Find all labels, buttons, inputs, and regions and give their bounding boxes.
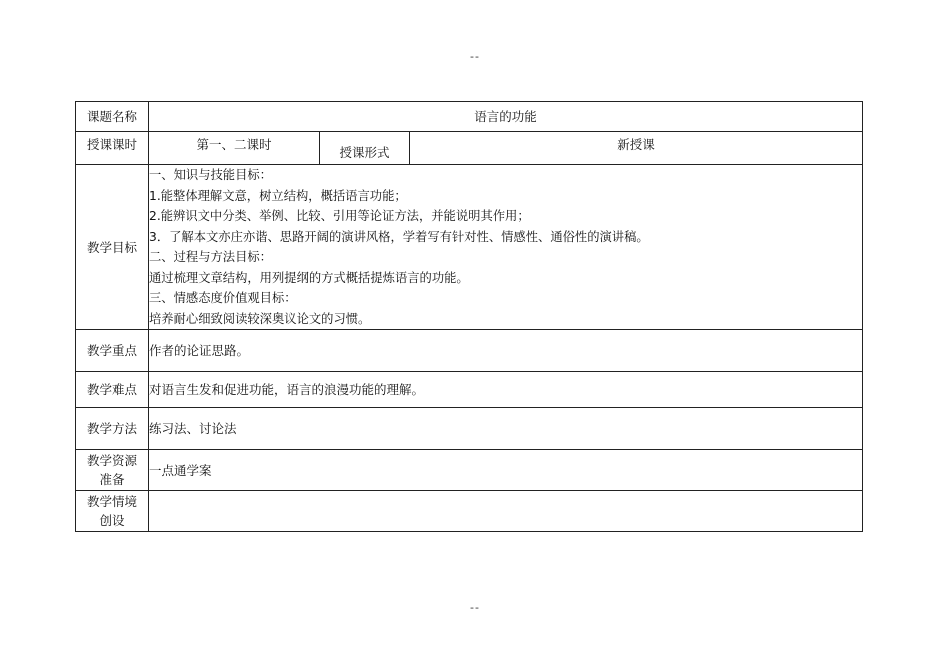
- lesson-title: 语言的功能: [149, 102, 863, 132]
- goals-content: [149, 165, 863, 330]
- form-value: 新授课: [410, 132, 863, 165]
- form-label: 授课形式: [320, 132, 410, 165]
- context-value: [149, 491, 863, 532]
- goal-line: 2.能辨识文中分类、举例、比较、引用等论证方法，并能说明其作用；: [149, 209, 530, 223]
- hours-label: 授课课时: [76, 132, 149, 165]
- goal-line: 1.能整体理解文意，树立结构，概括语言功能；: [149, 188, 407, 203]
- resource-value: 一点通学案: [149, 450, 863, 491]
- page-marker-bottom: --: [470, 601, 480, 614]
- row-method: [76, 408, 863, 450]
- goals-label: 教学目标: [76, 165, 149, 330]
- method-value: 练习法、讨论法: [149, 408, 863, 450]
- row-context: [76, 491, 863, 532]
- key-point-label: 教学重点: [76, 330, 149, 372]
- difficulty-label: 教学难点: [76, 372, 149, 408]
- context-label-line: 教学情境: [86, 494, 137, 509]
- goal-line: 二、过程与方法目标：: [149, 250, 272, 264]
- page-marker-top: --: [470, 50, 480, 63]
- goal-line: 一、知识与技能目标：: [149, 168, 272, 182]
- goal-line: 通过梳理文章结构，用列提纲的方式概括提炼语言的功能。: [149, 270, 469, 285]
- key-point-value: 作者的论证思路。: [149, 330, 863, 372]
- method-label: 教学方法: [76, 408, 149, 450]
- goal-line: 培养耐心细致阅读较深奥议论文的习惯。: [149, 311, 371, 326]
- hours-value: 第一、二课时: [149, 132, 320, 165]
- resource-label-line: 准备: [99, 472, 125, 487]
- context-label-line: 创设: [99, 513, 125, 528]
- title-label: 课题名称: [76, 102, 149, 132]
- goal-line: 3．了解本文亦庄亦谐、思路开阔的演讲风格，学着写有针对性、情感性、通俗性的演讲稿。: [149, 229, 649, 244]
- row-title: [76, 102, 863, 132]
- row-resource: [76, 450, 863, 491]
- lesson-plan-table: [75, 101, 863, 532]
- context-label: [76, 491, 149, 532]
- row-hours: [76, 132, 863, 165]
- goal-line: 三、情感态度价值观目标：: [149, 291, 297, 305]
- resource-label: [76, 450, 149, 491]
- row-key-point: [76, 330, 863, 372]
- resource-label-line: 教学资源: [86, 453, 137, 468]
- difficulty-value: 对语言生发和促进功能，语言的浪漫功能的理解。: [149, 372, 863, 408]
- row-goals: [76, 165, 863, 330]
- row-difficulty: [76, 372, 863, 408]
